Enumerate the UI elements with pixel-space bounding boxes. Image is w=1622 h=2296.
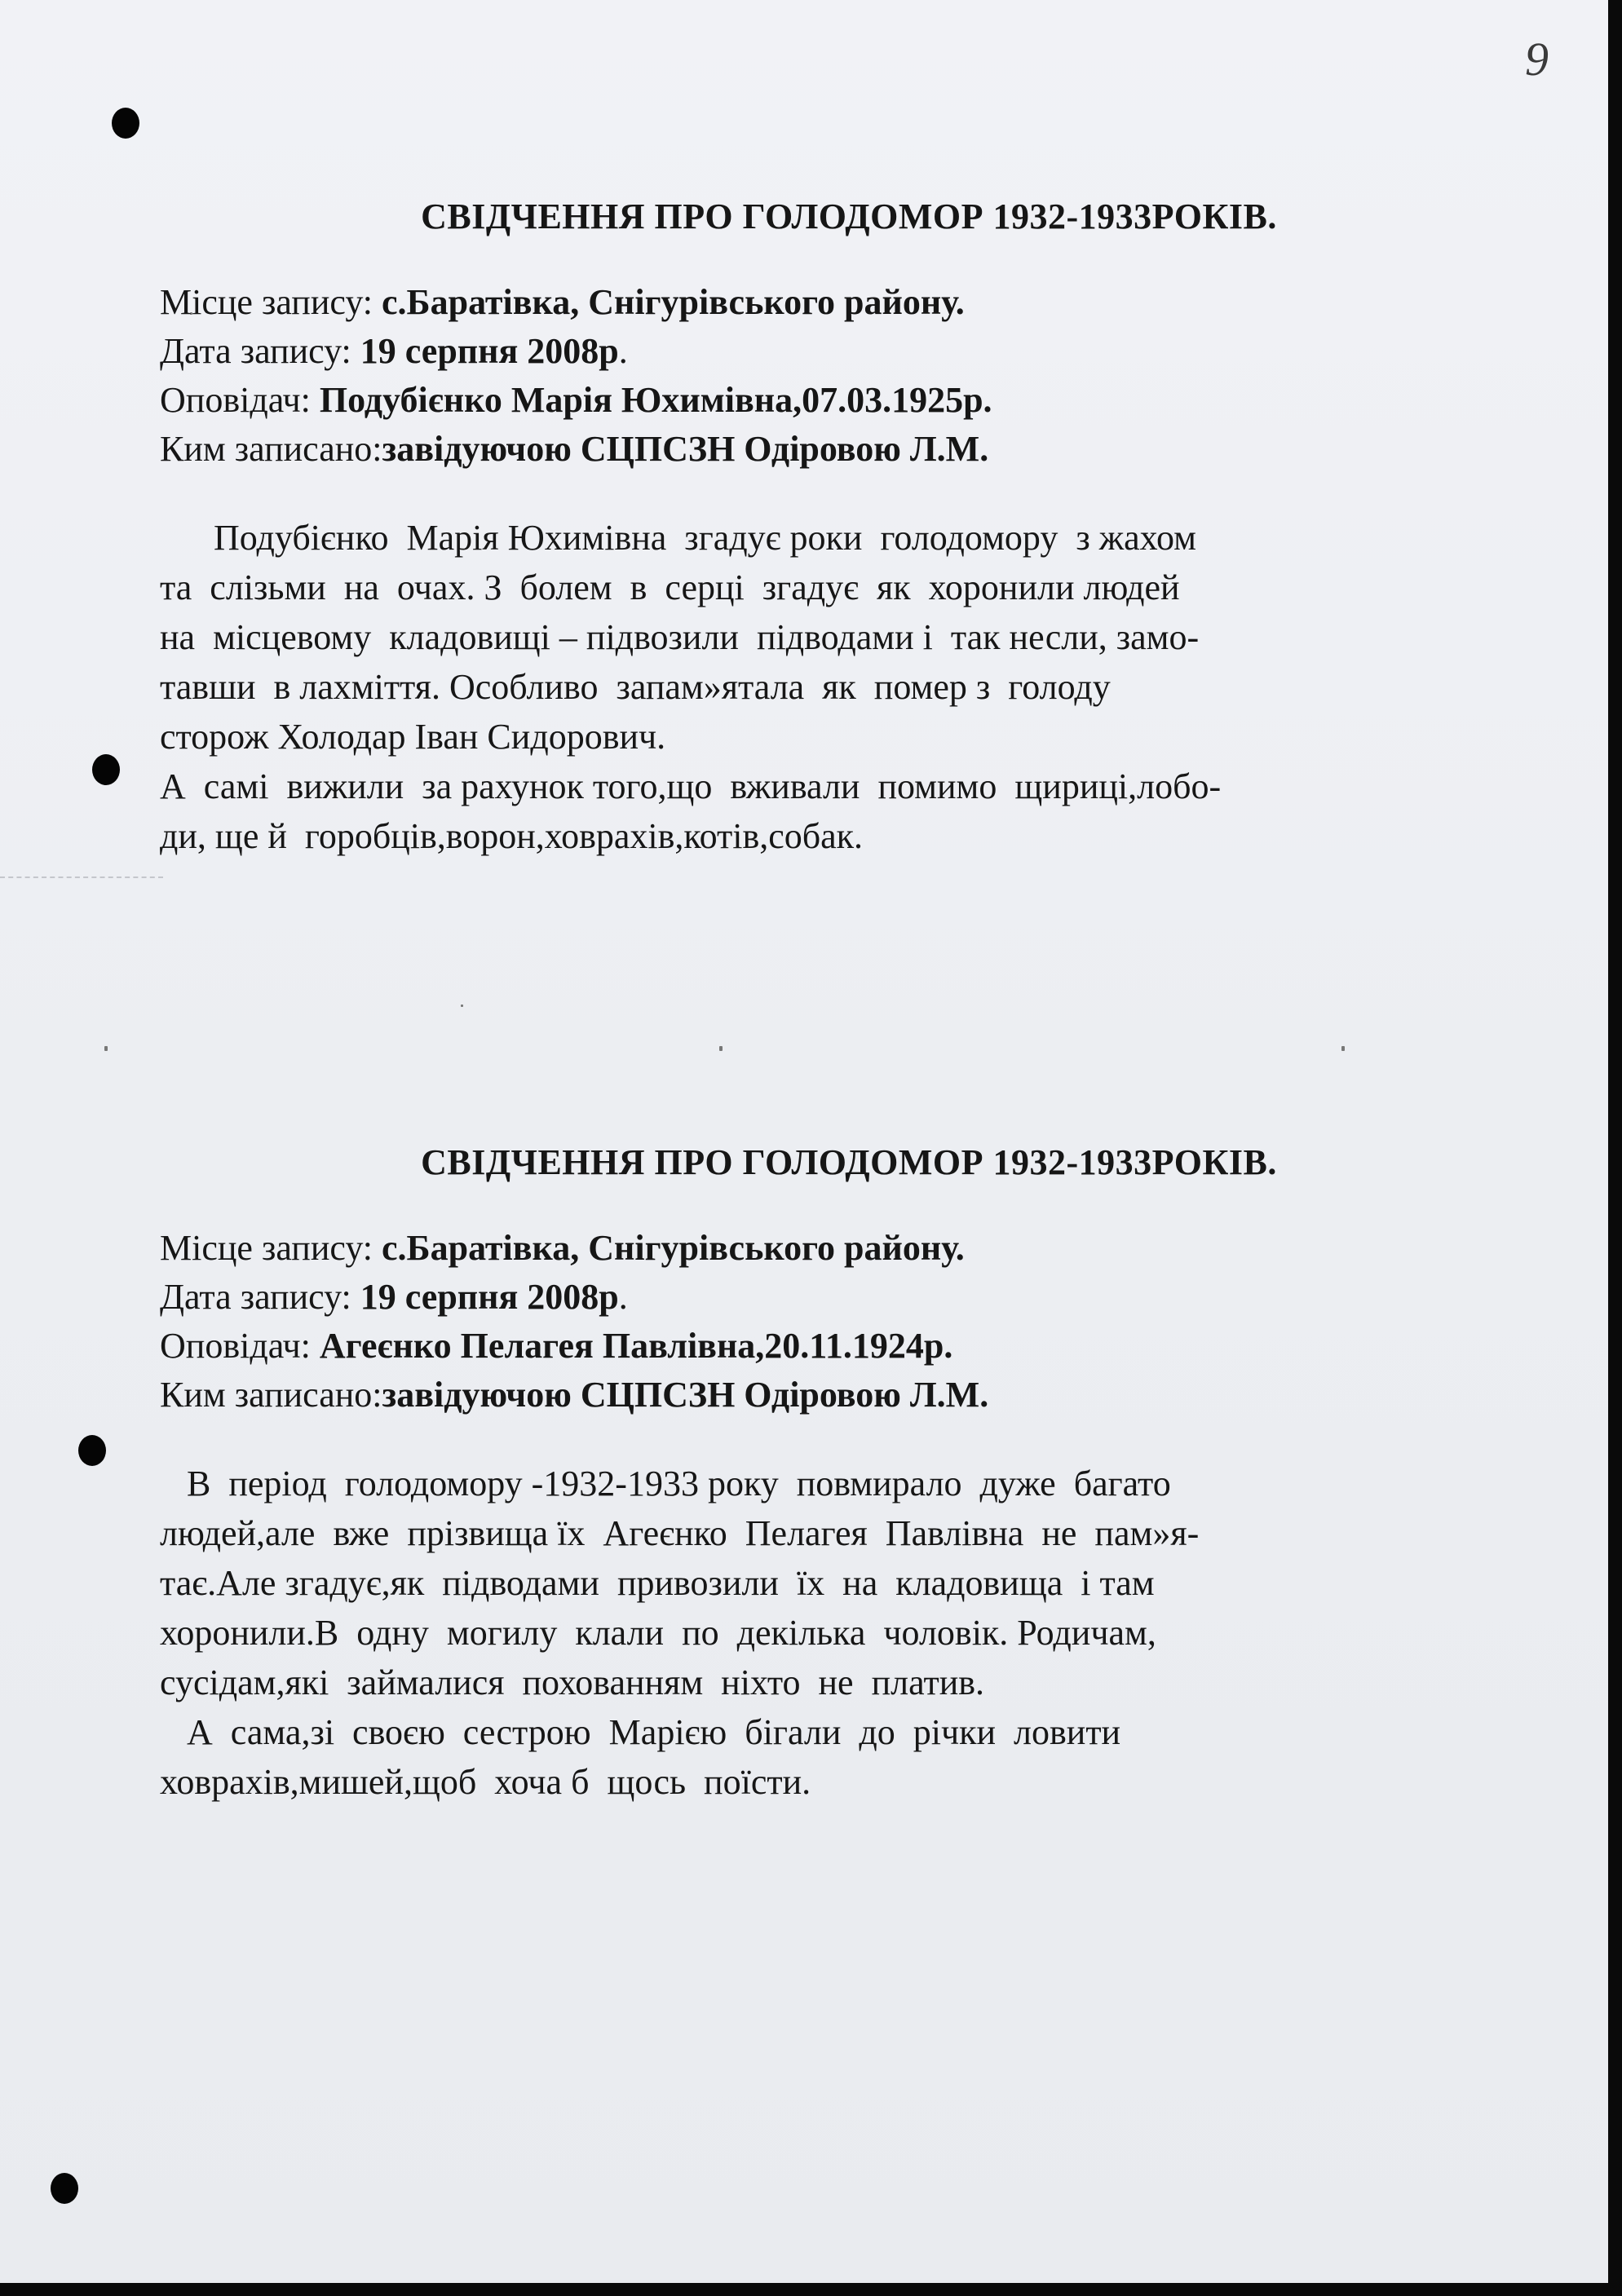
record-date bbox=[160, 1273, 1465, 1322]
recorded-by-label: Ким записано: bbox=[160, 1375, 382, 1415]
paper-speck bbox=[1341, 1046, 1345, 1051]
record-date-value: 19 серпня 2008р bbox=[360, 331, 619, 371]
body-line: ди, ще й горобців,ворон,ховрахів,котів,собак. bbox=[160, 816, 864, 856]
body-line: А самі вижили за рахунок того,що вживали помимо щириці,лобо- bbox=[160, 766, 1222, 806]
record-date-label: Дата запису: bbox=[160, 1277, 360, 1317]
testimony-body bbox=[160, 513, 1456, 861]
paper-speck bbox=[719, 1046, 723, 1051]
record-place-value: с.Баратівка, Снігурівського району. bbox=[381, 1228, 965, 1268]
recorded-by-label: Ким записано: bbox=[160, 429, 382, 469]
testimony-2 bbox=[160, 1141, 1465, 1807]
narrator-label: Оповідач: bbox=[160, 380, 320, 420]
punch-hole bbox=[92, 754, 120, 785]
testimony-title: СВІДЧЕННЯ ПРО ГОЛОДОМОР 1932-1933РОКІВ. bbox=[421, 196, 1277, 236]
record-place-value: с.Баратівка, Снігурівського району. bbox=[381, 282, 965, 322]
recorded-by bbox=[160, 425, 1465, 474]
body-line: та слізьми на очах. З болем в серці згадує як хоронили людей bbox=[160, 567, 1180, 607]
record-place-label: Місце запису: bbox=[160, 1228, 382, 1268]
recorded-by bbox=[160, 1371, 1465, 1420]
record-date-suffix: . bbox=[618, 1277, 628, 1317]
record-date bbox=[160, 327, 1465, 376]
body-line: Подубієнко Марія Юхимівна згадує роки голодомору з жахом bbox=[160, 518, 1196, 558]
narrator bbox=[160, 376, 1465, 425]
record-date-suffix: . bbox=[618, 331, 628, 371]
testimony-title: СВІДЧЕННЯ ПРО ГОЛОДОМОР 1932-1933РОКІВ. bbox=[421, 1142, 1277, 1182]
body-line: хоронили.В одну могилу клали по декілька чоловік. Родичам, bbox=[160, 1613, 1156, 1653]
page-number: 9 bbox=[1525, 33, 1549, 86]
paper-speck bbox=[461, 1004, 463, 1007]
testimony-body bbox=[160, 1459, 1456, 1807]
recorded-by-value: завідуючою СЦПСЗН Одіровою Л.М. bbox=[382, 1375, 989, 1415]
body-line: сусідам,які займалися похованням ніхто не платив. bbox=[160, 1662, 985, 1702]
body-line: сторож Холодар Іван Сидорович. bbox=[160, 717, 666, 757]
punch-hole bbox=[78, 1435, 106, 1466]
record-date-label: Дата запису: bbox=[160, 331, 360, 371]
punch-hole bbox=[51, 2173, 78, 2204]
paper-fold-line bbox=[0, 876, 163, 878]
body-line: тавши в лахміття. Особливо запам»ятала як помер з голоду bbox=[160, 667, 1111, 707]
narrator-label: Оповідач: bbox=[160, 1326, 320, 1366]
paper-speck bbox=[104, 1046, 108, 1051]
punch-hole bbox=[112, 108, 139, 139]
narrator-value: Агеєнко Пелагея Павлівна,20.11.1924р. bbox=[319, 1326, 953, 1366]
record-date-value: 19 серпня 2008р bbox=[360, 1277, 619, 1317]
recorded-by-value: завідуючою СЦПСЗН Одіровою Л.М. bbox=[382, 429, 989, 469]
body-line: людей,але вже прізвища їх Агеєнко Пелагея Павлівна не пам»я- bbox=[160, 1513, 1200, 1553]
record-place bbox=[160, 1224, 1465, 1273]
narrator bbox=[160, 1322, 1465, 1371]
body-line: тає.Але згадує,як підводами привозили їх на кладовища і там bbox=[160, 1563, 1155, 1603]
body-line: на місцевому кладовищі – підвозили підводами і так несли, замо- bbox=[160, 617, 1200, 657]
body-line: А сама,зі своєю сестрою Марією бігали до річки ловити bbox=[160, 1712, 1121, 1752]
body-line: В період голодомору -1932-1933 року повмирало дуже багато bbox=[160, 1464, 1171, 1503]
record-place-label: Місце запису: bbox=[160, 282, 382, 322]
testimony-1 bbox=[160, 196, 1465, 861]
narrator-value: Подубієнко Марія Юхимівна,07.03.1925р. bbox=[319, 380, 992, 420]
record-place bbox=[160, 278, 1465, 327]
body-line: ховрахів,мишей,щоб хоча б щось поїсти. bbox=[160, 1762, 811, 1802]
